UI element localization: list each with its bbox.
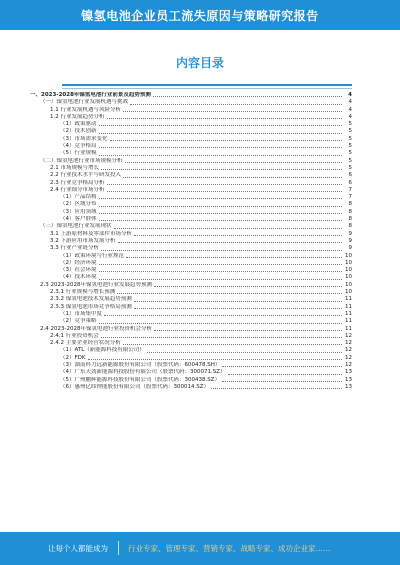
toc-entry-page: 7 (348, 186, 352, 193)
toc-entry-page: 5 (348, 121, 352, 128)
toc-leader-dots (101, 169, 342, 170)
toc-entry[interactable] (30, 158, 352, 165)
toc-entry[interactable] (30, 165, 352, 172)
toc-leader-dots (130, 104, 342, 105)
toc-entry-page: 12 (345, 361, 352, 368)
toc-leader-dots (107, 184, 343, 185)
toc-entry[interactable] (30, 143, 352, 150)
toc-leader-dots (99, 155, 343, 156)
toc-leader-dots (117, 293, 342, 294)
toc-entry-page: 10 (345, 252, 352, 259)
footer-banner (0, 532, 400, 565)
toc-entry-label: 2.4.2 主要企业经营状况分析 (50, 340, 121, 347)
toc-leader-dots (99, 220, 343, 221)
toc-entry-label: （4）技术环境 (60, 274, 97, 281)
toc-entry-page: 13 (345, 369, 352, 376)
toc-entry-page: 5 (348, 135, 352, 142)
toc-entry-page: 12 (345, 354, 352, 361)
toc-entry[interactable] (30, 216, 352, 223)
toc-leader-dots (99, 133, 343, 134)
toc-entry-label: 3.2 下游应用市场发展分析 (50, 237, 116, 244)
toc-entry-page: 11 (345, 325, 352, 332)
toc-entry-label: 2.4.1 行业投资机会 (50, 332, 99, 339)
toc-entry-label: 一、2023-2028年镍氢电池行业前景及趋势预测 (30, 92, 151, 98)
toc-entry-label: （一）镍氢电池行业发展机遇与挑战 (40, 99, 129, 106)
toc-entry[interactable] (30, 260, 352, 267)
toc-entry-label: 2.1 市场规模与增长 (50, 164, 99, 171)
toc-entry[interactable] (30, 150, 352, 157)
toc-entry-label: 2.4 行业细分市场分析 (50, 186, 105, 193)
toc-entry-page: 5 (348, 150, 352, 157)
toc-entry-label: 2.3.1 行业规模与增长预测 (50, 289, 116, 296)
toc-entry-page: 13 (345, 376, 352, 383)
toc-leader-dots (134, 301, 342, 302)
toc-entry-page: 11 (345, 318, 352, 325)
toc-entry-label: （4）竞争格局 (60, 143, 97, 150)
toc-entry-label: 2.4 2023-2028年镍氢电池行业投资机会分析 (40, 325, 152, 332)
toc-entry-page: 4 (348, 92, 352, 98)
toc-entry[interactable] (30, 194, 352, 201)
toc-leader-dots (99, 279, 343, 280)
toc-leader-dots (222, 381, 342, 382)
toc-entry-page: 5 (348, 143, 352, 150)
toc-entry[interactable] (30, 187, 352, 194)
toc-entry-page: 8 (348, 223, 352, 230)
toc-entry-label: （3）湖南科力远新能源股份有限公司（股票代码：600478.SH） (60, 361, 221, 368)
toc-entry-label: 2.3 2023-2028年镍氢电池行业发展趋势预测 (40, 281, 152, 288)
toc-heading: 内容目录 (175, 56, 224, 70)
toc-leader-dots (107, 191, 343, 192)
toc-entry[interactable] (30, 304, 352, 311)
toc-leader-dots (126, 257, 342, 258)
toc-entry-label: （3）市场需求变化 (60, 135, 108, 142)
toc-entry[interactable] (30, 231, 352, 238)
toc-leader-dots (123, 344, 342, 345)
toc-entry-label: 2.2 行业技术水平与研发投入 (50, 172, 121, 179)
toc-entry[interactable] (30, 136, 352, 143)
toc-leader-dots (104, 315, 342, 316)
toc-entry[interactable] (30, 92, 352, 99)
toc-leader-dots (101, 337, 342, 338)
toc-entry-page: 11 (345, 303, 352, 310)
toc-entry-label: （三）镍氢电池行业发展现状 (40, 223, 112, 230)
toc-entry[interactable] (30, 172, 352, 179)
toc-entry[interactable] (30, 318, 352, 325)
toc-entry-label: （2）FDK (60, 354, 86, 361)
toc-leader-dots (99, 206, 343, 207)
toc-entry-label: 1.1 行业发展机遇与风险分析 (50, 106, 121, 113)
toc-entry[interactable] (30, 223, 352, 230)
toc-entry-page: 10 (345, 259, 352, 266)
toc-leader-dots (134, 235, 342, 236)
toc-leader-dots (118, 242, 343, 243)
toc-leader-dots (134, 308, 342, 309)
toc-entry[interactable] (30, 355, 352, 362)
toc-leader-dots (228, 374, 342, 375)
toc-entry[interactable] (30, 362, 352, 369)
toc-entry[interactable] (30, 326, 352, 333)
toc-entry-label: （2）竞争策略 (60, 318, 97, 325)
toc-entry[interactable] (30, 121, 352, 128)
toc-entry[interactable] (30, 201, 352, 208)
toc-entry-page: 11 (345, 296, 352, 303)
toc-entry-page: 5 (348, 128, 352, 135)
report-title: 镍氢电池企业员工流失原因与策略研究报告 (81, 8, 319, 23)
toc-entry-page: 8 (348, 216, 352, 223)
toc-entry-label: 3.1 上游原材料及零部件市场分析 (50, 230, 132, 237)
toc-entry-page: 13 (345, 383, 352, 390)
toc-entry[interactable] (30, 209, 352, 216)
toc-leader-dots (123, 111, 342, 112)
toc-entry-page: 6 (348, 172, 352, 179)
toc-leader-dots (125, 162, 342, 163)
toc-entry-page: 11 (345, 310, 352, 317)
toc-entry-page: 10 (345, 267, 352, 274)
toc-entry[interactable] (30, 333, 352, 340)
toc-entry-label: （1）市场集中度 (60, 310, 102, 317)
toc-entry-page: 12 (345, 347, 352, 354)
toc-entry-label: （1）ATL（新能源科技有限公司） (60, 347, 145, 354)
toc-entry-page: 4 (348, 106, 352, 113)
toc-divider (62, 84, 352, 86)
toc-leader-dots (114, 228, 342, 229)
toc-entry[interactable] (30, 369, 352, 376)
toc-entry[interactable] (30, 99, 352, 106)
toc-entry-label: （4）广东天劲新能源科技股份有限公司（股票代码：300071.SZ） (60, 369, 226, 376)
toc-entry[interactable] (30, 114, 352, 121)
toc-leader-dots (107, 118, 343, 119)
toc-entry-label: （5）广州鹏辉能源科技股份有限公司（股票代码：300438.SZ） (60, 376, 221, 383)
toc-entry[interactable] (30, 180, 352, 187)
toc-entry[interactable] (30, 282, 352, 289)
toc-entry-page: 9 (348, 245, 352, 252)
toc-entry[interactable] (30, 311, 352, 318)
toc-entry-page: 4 (348, 99, 352, 106)
toc-entry-label: 1.2 行业发展趋势分析 (50, 113, 105, 120)
toc-entry[interactable] (30, 274, 352, 281)
footer-separator (118, 541, 119, 555)
toc-entry[interactable] (30, 267, 352, 274)
toc-leader-dots (99, 147, 343, 148)
toc-entry-label: （2）区域分布 (60, 201, 97, 208)
toc-entry-page: 4 (348, 113, 352, 120)
toc-entry-page: 12 (345, 332, 352, 339)
toc-entry[interactable] (30, 340, 352, 347)
toc-leader-dots (153, 96, 342, 97)
toc-leader-dots (123, 177, 342, 178)
toc-entry-label: 2.3 行业竞争格局分析 (50, 179, 105, 186)
toc-entry[interactable] (30, 384, 352, 391)
toc-entry-label: （1）政策环境与行业规范 (60, 252, 125, 259)
toc-entry-label: （1）政策驱动 (60, 121, 97, 128)
toc-entry-page: 5 (348, 157, 352, 164)
report-header-banner (0, 0, 400, 30)
footer-tagline: 行业专家、管理专家、营销专家、战略专家、成功企业家…… (128, 544, 331, 553)
footer-slogan: 让每个人都能成为 (48, 544, 108, 553)
toc-entry[interactable] (30, 107, 352, 114)
toc-entry-label: （3）社会环境 (60, 267, 97, 274)
toc-entry-label: （二）镍氢电池行业市场规模分析 (40, 157, 123, 164)
toc-entry-page: 10 (345, 281, 352, 288)
toc-entry[interactable] (30, 238, 352, 245)
toc-leader-dots (99, 198, 343, 199)
toc-leader-dots (211, 388, 342, 389)
toc-leader-dots (99, 323, 343, 324)
toc-entry-label: 2.3.2 镍氢电池技术发展趋势预测 (50, 296, 132, 303)
toc-entry[interactable] (30, 253, 352, 260)
toc-leader-dots (99, 271, 343, 272)
toc-divider-thin (62, 88, 352, 89)
toc-entry-label: （4）客户群体 (60, 216, 97, 223)
toc-entry[interactable] (30, 128, 352, 135)
toc-entry-label: （2）经济环境 (60, 259, 97, 266)
toc-leader-dots (88, 359, 342, 360)
toc-leader-dots (101, 250, 342, 251)
toc-leader-dots (154, 286, 342, 287)
toc-entry-page: 5 (348, 164, 352, 171)
toc-entry-page: 9 (348, 237, 352, 244)
toc-entry[interactable] (30, 377, 352, 384)
toc-entry-page: 8 (348, 208, 352, 215)
toc-entry-page: 7 (348, 194, 352, 201)
toc-entry[interactable] (30, 245, 352, 252)
toc-entry-label: 3.3 行业产业链分析 (50, 245, 99, 252)
toc-entry-page: 10 (345, 274, 352, 281)
toc-entry-page: 12 (345, 340, 352, 347)
toc-entry[interactable] (30, 296, 352, 303)
toc-entry-page: 9 (348, 230, 352, 237)
toc-entry[interactable] (30, 289, 352, 296)
toc-leader-dots (154, 330, 342, 331)
toc-entry[interactable] (30, 347, 352, 354)
toc-entry-label: （5）行业规模 (60, 150, 97, 157)
toc-entry-page: 10 (345, 289, 352, 296)
toc-entry-label: （3）应用领域 (60, 208, 97, 215)
toc-entry-label: （6）惠州亿纬锂能股份有限公司（股票代码：300014.SZ） (60, 383, 210, 390)
toc-entry-page: 6 (348, 179, 352, 186)
toc-leader-dots (99, 213, 343, 214)
table-of-contents (30, 92, 352, 482)
toc-leader-dots (147, 352, 342, 353)
toc-entry-page: 8 (348, 201, 352, 208)
toc-leader-dots (110, 140, 343, 141)
toc-leader-dots (99, 264, 343, 265)
toc-entry-label: （2）技术创新 (60, 128, 97, 135)
toc-entry-label: 2.3.3 镍氢电池市场竞争格局预测 (50, 303, 132, 310)
toc-leader-dots (222, 366, 342, 367)
toc-leader-dots (99, 125, 343, 126)
toc-entry-label: （1）产品结构 (60, 194, 97, 201)
